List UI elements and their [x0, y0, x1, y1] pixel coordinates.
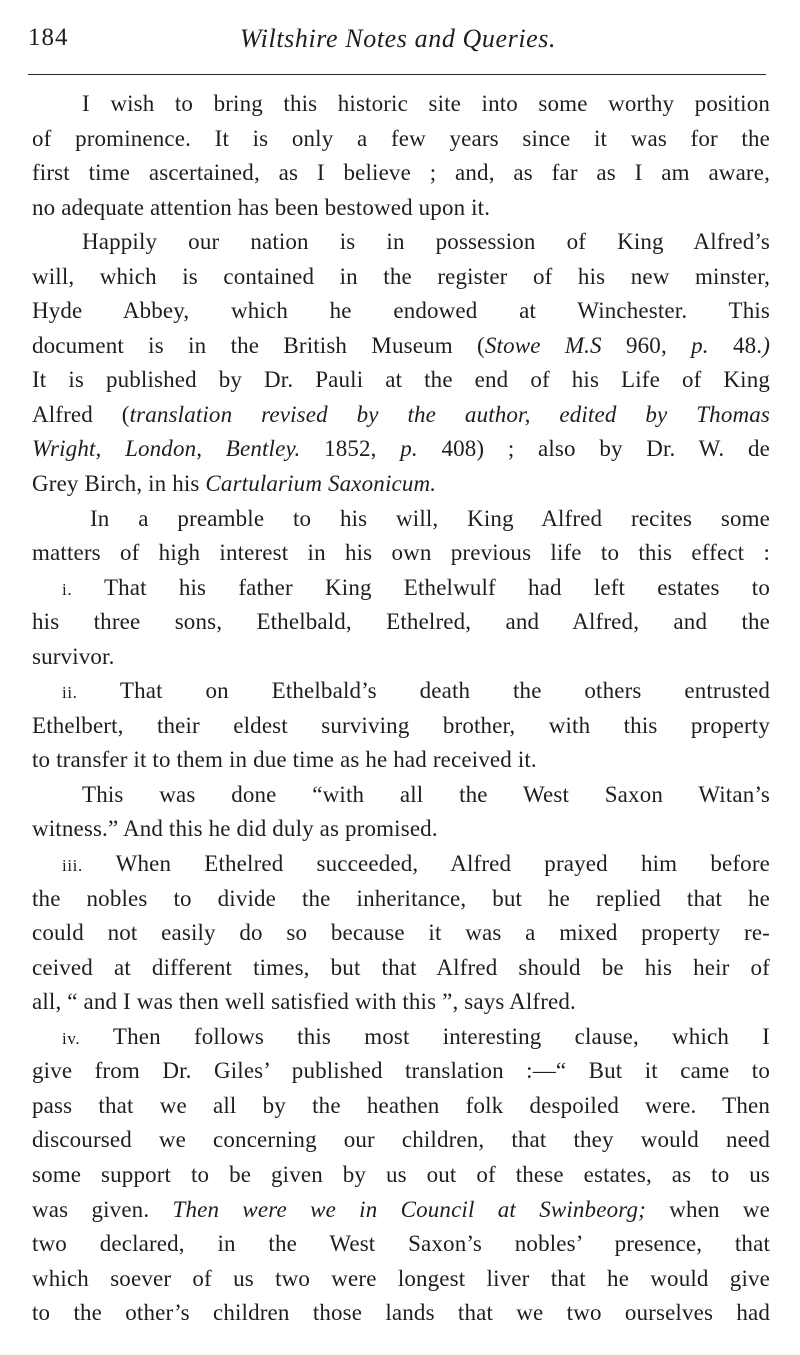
- text-line: [32, 778, 770, 813]
- text-line: [32, 1262, 770, 1297]
- text-run: all, “ and I was then well satisfied with this ”, says Alfred.: [32, 989, 576, 1015]
- text-line: [32, 605, 770, 640]
- text-run: pass that we all by the heathen folk despoiled were. Then: [32, 1092, 770, 1118]
- text-run: matters of high interest in his own previous life to this effect :: [32, 540, 770, 566]
- text-run: some support to be given by us out of these estates, as to us: [32, 1161, 770, 1187]
- text-line: [32, 812, 770, 847]
- text-run: first time ascertained, as I believe ; and, as far as I am aware,: [32, 160, 770, 186]
- running-title: Wiltshire Notes and Queries.: [239, 24, 557, 53]
- text-line: [32, 536, 770, 571]
- italic-text: p.: [691, 332, 709, 358]
- text-line: [32, 1193, 770, 1228]
- page-number: 184: [28, 24, 69, 51]
- text-run: the nobles to divide the inheritance, but he replied that he: [32, 885, 770, 911]
- text-run: When Ethelred succeeded, Alfred prayed him before: [82, 851, 770, 877]
- text-line: [32, 502, 770, 537]
- italic-text: translation revised by the author, edited by Thomas: [129, 401, 770, 427]
- text-line: [32, 1123, 770, 1158]
- header-rule: [28, 74, 766, 75]
- text-run: of prominence. It is only a few years since it was for the: [32, 125, 770, 151]
- text-line: [32, 156, 770, 191]
- text-run: Happily our nation is in possession of King Alfred’s: [82, 229, 770, 255]
- text-line: [32, 432, 770, 467]
- text-run: Then follows this most interesting clause, which I: [80, 1023, 770, 1049]
- clause-numeral: i.: [62, 579, 73, 599]
- text-run: was given.: [32, 1196, 173, 1222]
- text-run: Ethelbert, their eldest surviving brother, with this property: [32, 712, 770, 738]
- text-line: [32, 1020, 770, 1055]
- text-line: [32, 674, 770, 709]
- body-text: [32, 87, 770, 1331]
- text-run: 408) ; also by Dr. W. de: [417, 436, 770, 462]
- text-run: discoursed we concerning our children, that they would need: [32, 1127, 770, 1153]
- text-line: [32, 260, 770, 295]
- text-run: This was done “with all the West Saxon Witan’s: [82, 781, 770, 807]
- text-run: no adequate attention has been bestowed upon it.: [32, 194, 491, 220]
- text-line: [32, 571, 770, 606]
- text-line: [32, 882, 770, 917]
- italic-text: ): [762, 332, 771, 358]
- text-run: will, which is contained in the register of his new minster,: [32, 263, 770, 289]
- text-run: Hyde Abbey, which he endowed at Winchester. This: [32, 298, 770, 324]
- text-run: to the other’s children those lands that we two ourselves had: [32, 1300, 770, 1326]
- text-run: to transfer it to them in due time as he had received it.: [32, 747, 537, 773]
- text-line: [32, 1089, 770, 1124]
- text-run: Grey Birch, in his: [32, 471, 206, 497]
- text-run: could not easily do so because it was a mixed property re-: [32, 920, 770, 946]
- italic-text: Stowe M.S: [484, 332, 602, 358]
- clause-numeral: iii.: [62, 856, 83, 876]
- text-run: two declared, in the West Saxon’s nobles’ presence, that: [32, 1231, 770, 1257]
- text-line: [32, 294, 770, 329]
- text-line: [32, 1158, 770, 1193]
- text-line: [32, 1227, 770, 1262]
- text-run: his three sons, Ethelbald, Ethelred, and Alfred, and the: [32, 609, 770, 635]
- text-run: In a preamble to his will, King Alfred recites some: [90, 505, 770, 531]
- text-run: witness.” And this he did duly as promised.: [32, 816, 438, 842]
- text-run: give from Dr. Giles’ published translation :—“ But it came to: [32, 1058, 770, 1084]
- text-line: [32, 743, 770, 778]
- text-line: [32, 951, 770, 986]
- text-line: [32, 398, 770, 433]
- italic-text: Then were we in Council at Swinbeorg;: [172, 1196, 646, 1222]
- page-header: [28, 24, 768, 64]
- italic-text: Cartularium Saxonicum.: [205, 471, 437, 497]
- text-line: [32, 709, 770, 744]
- italic-text: Wright, London, Bentley.: [32, 436, 301, 462]
- text-line: [32, 191, 770, 226]
- text-run: 48.: [708, 332, 763, 358]
- text-run: survivor.: [32, 643, 115, 669]
- text-run: Alfred (: [32, 401, 130, 427]
- italic-text: p.: [400, 436, 418, 462]
- text-run: That on Ethelbald’s death the others entrusted: [77, 678, 770, 704]
- text-run: which soever of us two were longest liver that he would give: [32, 1265, 770, 1291]
- text-run: That his father King Ethelwulf had left estates to: [72, 574, 770, 600]
- text-line: [32, 847, 770, 882]
- text-run: document is in the British Museum (: [32, 332, 485, 358]
- text-run: 1852,: [300, 436, 401, 462]
- text-line: [32, 363, 770, 398]
- text-run: ceived at different times, but that Alfred should be his heir of: [32, 954, 770, 980]
- text-run: It is published by Dr. Pauli at the end of his Life of King: [32, 367, 770, 393]
- text-line: [32, 916, 770, 951]
- text-line: [32, 87, 770, 122]
- text-line: [32, 329, 770, 364]
- text-line: [32, 122, 770, 157]
- text-line: [32, 985, 770, 1020]
- clause-numeral: ii.: [62, 683, 78, 703]
- text-run: I wish to bring this historic site into some worthy position: [82, 91, 770, 116]
- text-line: [32, 640, 770, 675]
- text-line: [32, 1054, 770, 1089]
- text-line: [32, 1296, 770, 1331]
- text-line: [32, 225, 770, 260]
- clause-numeral: iv.: [62, 1028, 81, 1048]
- text-run: 960,: [601, 332, 692, 358]
- text-run: when we: [645, 1196, 770, 1222]
- text-line: [32, 467, 770, 502]
